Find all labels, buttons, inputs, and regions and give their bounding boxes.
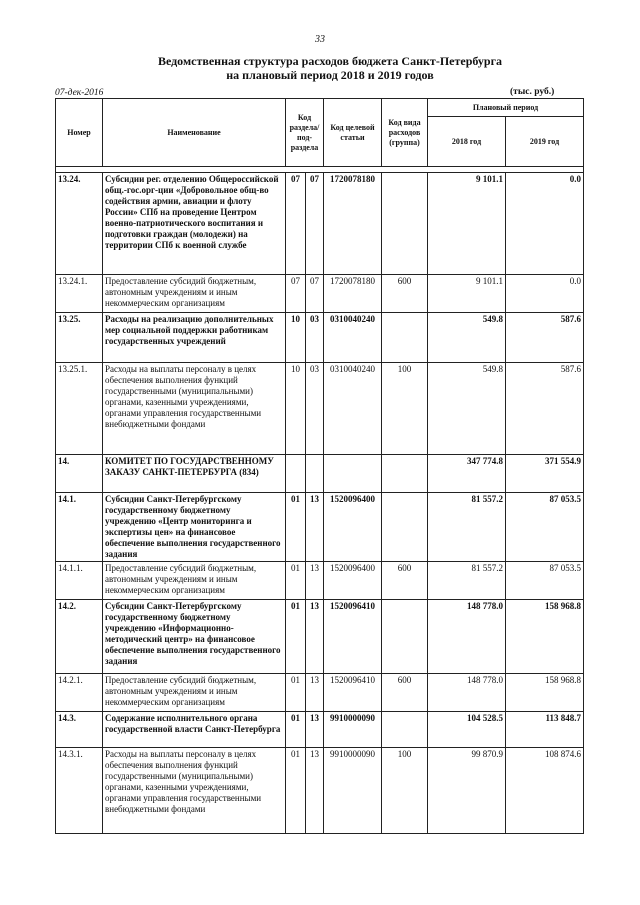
- row-number: 14.3.1.: [56, 748, 103, 834]
- row-section: 10: [286, 313, 306, 363]
- row-number: 14.2.1.: [56, 674, 103, 712]
- table-row: [56, 674, 584, 712]
- row-name: КОМИТЕТ ПО ГОСУДАРСТВЕННОМУ ЗАКАЗУ САНКТ-ПЕТЕРБУРГА (834): [103, 455, 286, 493]
- row-subsection: 13: [306, 674, 324, 712]
- header-2018: 2018 год: [428, 117, 506, 167]
- row-value-2018: 104 528.5: [428, 712, 506, 748]
- row-section: 01: [286, 674, 306, 712]
- row-expense-type: 100: [382, 363, 428, 455]
- row-target-code: [324, 455, 382, 493]
- row-number: 13.24.1.: [56, 275, 103, 313]
- row-target-code: 0310040240: [324, 313, 382, 363]
- row-subsection: 03: [306, 363, 324, 455]
- row-section: 01: [286, 748, 306, 834]
- table-row: [56, 748, 584, 834]
- row-subsection: 03: [306, 313, 324, 363]
- row-number: 14.3.: [56, 712, 103, 748]
- table-row: [56, 562, 584, 600]
- row-section: 01: [286, 562, 306, 600]
- header-type: Код вида расходов (группа): [382, 99, 428, 167]
- header-2019: 2019 год: [506, 117, 584, 167]
- row-section: 07: [286, 173, 306, 275]
- row-number: 14.2.: [56, 600, 103, 674]
- row-number: 14.1.: [56, 493, 103, 562]
- row-expense-type: [382, 455, 428, 493]
- units-label: (тыс. руб.): [510, 87, 555, 97]
- row-value-2019: 108 874.6: [506, 748, 584, 834]
- row-name: Содержание исполнительного органа государственной власти Санкт-Петербурга: [103, 712, 286, 748]
- row-name: Предоставление субсидий бюджетным, автономным учреждениям и иным некоммерческим организациям: [103, 562, 286, 600]
- budget-table: [55, 98, 584, 834]
- row-value-2018: 148 778.0: [428, 600, 506, 674]
- row-target-code: 1720078180: [324, 275, 382, 313]
- row-section: 01: [286, 712, 306, 748]
- document-title: [60, 54, 600, 82]
- row-subsection: 13: [306, 600, 324, 674]
- header-target: Код целевой статьи: [324, 99, 382, 167]
- title-line-1: Ведомственная структура расходов бюджета Санкт-Петербурга: [157, 54, 503, 68]
- row-section: 01: [286, 600, 306, 674]
- row-value-2018: 81 557.2: [428, 493, 506, 562]
- row-value-2018: 9 101.1: [428, 173, 506, 275]
- row-expense-type: [382, 173, 428, 275]
- row-name: Предоставление субсидий бюджетным, автономным учреждениям и иным некоммерческим организациям: [103, 674, 286, 712]
- row-value-2018: 99 870.9: [428, 748, 506, 834]
- row-subsection: 07: [306, 275, 324, 313]
- row-number: 13.24.: [56, 173, 103, 275]
- row-expense-type: 600: [382, 275, 428, 313]
- row-subsection: 13: [306, 493, 324, 562]
- row-value-2019: 113 848.7: [506, 712, 584, 748]
- row-section: [286, 455, 306, 493]
- row-target-code: 9910000090: [324, 712, 382, 748]
- row-name: Предоставление субсидий бюджетным, автономным учреждениям и иным некоммерческим организациям: [103, 275, 286, 313]
- row-target-code: 1520096410: [324, 600, 382, 674]
- document-date: 07-дек-2016: [55, 88, 104, 98]
- row-subsection: 13: [306, 562, 324, 600]
- row-value-2018: 148 778.0: [428, 674, 506, 712]
- row-name: Субсидии рег. отделению Общероссийской общ.-гос.орг-ции «Добровольное общ-во содействия армии, авиации и флоту России» СПб на проведение Центром военно-патриотического воспитания и подготовки граждан (молодежи) на территории СПб к военной службе: [103, 173, 286, 275]
- title-line-2: на плановый период 2018 и 2019 годов: [226, 68, 434, 82]
- row-name: Субсидии Санкт-Петербургскому государственному бюджетному учреждению «Информационно-методический центр» на финансовое обеспечение выполнения государственного задания: [103, 600, 286, 674]
- row-expense-type: 600: [382, 674, 428, 712]
- row-expense-type: 100: [382, 748, 428, 834]
- row-expense-type: 600: [382, 562, 428, 600]
- header-name: Наименование: [103, 99, 286, 167]
- table-row: [56, 313, 584, 363]
- table-row: [56, 363, 584, 455]
- row-target-code: 1720078180: [324, 173, 382, 275]
- row-target-code: 1520096410: [324, 674, 382, 712]
- row-expense-type: [382, 712, 428, 748]
- row-value-2019: 87 053.5: [506, 493, 584, 562]
- row-name: Расходы на выплаты персоналу в целях обеспечения выполнения функций государственными (муниципальными) органами, казенными учреждениями, органами управления государственными внебюджетными фондами: [103, 748, 286, 834]
- row-number: 13.25.1.: [56, 363, 103, 455]
- row-value-2019: 158 968.8: [506, 600, 584, 674]
- row-value-2018: 347 774.8: [428, 455, 506, 493]
- table-row: [56, 173, 584, 275]
- header-section: Код раздела/ под-раздела: [286, 99, 324, 167]
- table-row: [56, 712, 584, 748]
- row-value-2019: 0.0: [506, 173, 584, 275]
- row-expense-type: [382, 313, 428, 363]
- page-number: 33: [315, 34, 325, 45]
- row-expense-type: [382, 493, 428, 562]
- header-number: Номер: [56, 99, 103, 167]
- table-row: [56, 455, 584, 493]
- row-target-code: 0310040240: [324, 363, 382, 455]
- row-value-2018: 549.8: [428, 363, 506, 455]
- row-subsection: [306, 455, 324, 493]
- row-value-2018: 81 557.2: [428, 562, 506, 600]
- row-subsection: 13: [306, 712, 324, 748]
- header-plan: Плановый период: [428, 99, 584, 117]
- row-target-code: 1520096400: [324, 562, 382, 600]
- row-value-2018: 9 101.1: [428, 275, 506, 313]
- row-target-code: 1520096400: [324, 493, 382, 562]
- row-section: 07: [286, 275, 306, 313]
- table-row: [56, 493, 584, 562]
- row-section: 01: [286, 493, 306, 562]
- row-subsection: 07: [306, 173, 324, 275]
- row-expense-type: [382, 600, 428, 674]
- row-number: 13.25.: [56, 313, 103, 363]
- row-value-2018: 549.8: [428, 313, 506, 363]
- row-value-2019: 587.6: [506, 313, 584, 363]
- row-value-2019: 0.0: [506, 275, 584, 313]
- row-subsection: 13: [306, 748, 324, 834]
- row-section: 10: [286, 363, 306, 455]
- table-row: [56, 275, 584, 313]
- row-name: Расходы на реализацию дополнительных мер социальной поддержки работникам государственных учреждений: [103, 313, 286, 363]
- row-value-2019: 371 554.9: [506, 455, 584, 493]
- row-value-2019: 158 968.8: [506, 674, 584, 712]
- row-target-code: 9910000090: [324, 748, 382, 834]
- row-value-2019: 587.6: [506, 363, 584, 455]
- row-value-2019: 87 053.5: [506, 562, 584, 600]
- row-name: Расходы на выплаты персоналу в целях обеспечения выполнения функций государственными (муниципальными) органами, казенными учреждениями, органами управления государственными внебюджетными фондами: [103, 363, 286, 455]
- row-name: Субсидии Санкт-Петербургскому государственному бюджетному учреждению «Центр мониторинга и экспертизы цен» на финансовое обеспечение выполнения государственного задания: [103, 493, 286, 562]
- row-number: 14.1.1.: [56, 562, 103, 600]
- row-number: 14.: [56, 455, 103, 493]
- table-row: [56, 600, 584, 674]
